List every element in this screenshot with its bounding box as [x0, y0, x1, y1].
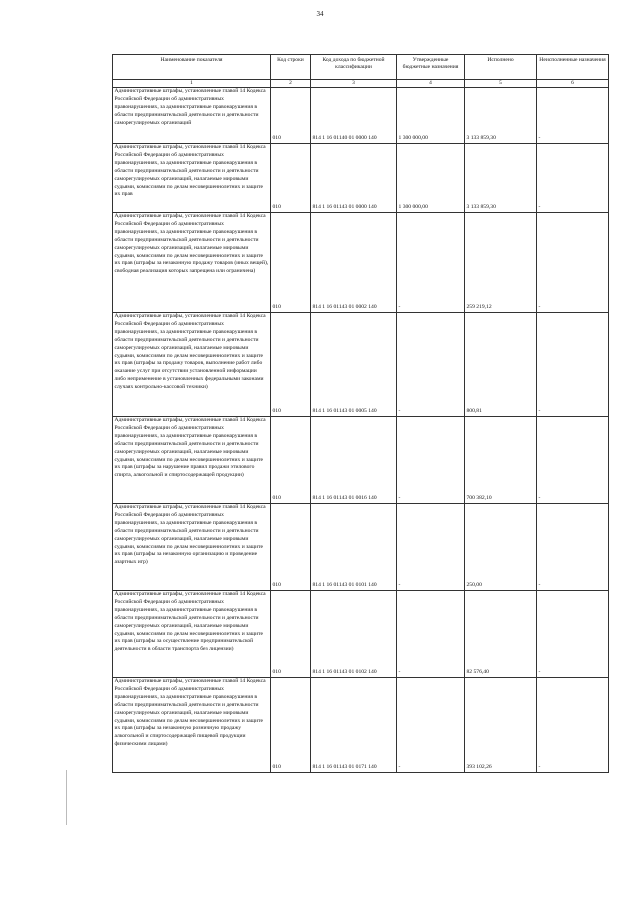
- indicator-name: Административные штрафы, установленные главой 14 Кодекса Российской Федерации об административных правонарушениях, за административные правонарушения в области предпринимательской деятельности и деятельности саморегулируемых организаций, налагаемые мировыми судьями, комиссиями по делам несовершеннолетних и защите их прав (штрафы за незаконную розничную продажу алкогольной и спиртосодержащей пищевой продукции физическими лицами): [113, 678, 271, 773]
- column-number: 3: [311, 80, 397, 88]
- executed-amount: 800,81: [465, 313, 537, 417]
- table-row: [113, 144, 609, 213]
- column-number-row: [113, 80, 609, 88]
- executed-amount: 82 576,40: [465, 591, 537, 678]
- header-executed: Исполнено: [465, 55, 537, 80]
- indicator-name: Административные штрафы, установленные главой 14 Кодекса Российской Федерации об административных правонарушениях, за административные правонарушения в области предпринимательской деятельности и деятельности саморегулируемых организаций, налагаемые мировыми судьями, комиссиями по делам несовершеннолетних и защите их прав (штрафы за незаконную организацию и проведение азартных игр): [113, 504, 271, 591]
- executed-amount: 3 133 859,30: [465, 144, 537, 213]
- approved-amount: -: [397, 313, 465, 417]
- page-number: 34: [316, 10, 324, 18]
- unexecuted-amount: -: [537, 88, 609, 144]
- approved-amount: -: [397, 504, 465, 591]
- unexecuted-amount: -: [537, 591, 609, 678]
- approved-amount: -: [397, 213, 465, 313]
- income-code: 814 1 16 01143 01 0005 140: [311, 313, 397, 417]
- column-number: 5: [465, 80, 537, 88]
- line-code: 010: [271, 213, 311, 313]
- income-code: 814 1 16 01143 01 0102 140: [311, 591, 397, 678]
- income-code: 814 1 16 01143 01 0002 140: [311, 213, 397, 313]
- header-row: [113, 55, 609, 80]
- budget-report-table: [112, 54, 609, 773]
- header-unexecuted: Неисполненные назначения: [537, 55, 609, 80]
- income-code: 814 1 16 01143 01 0101 140: [311, 504, 397, 591]
- table-row: [113, 213, 609, 313]
- column-number: 2: [271, 80, 311, 88]
- header-income-code: Код дохода по бюджетной классификации: [311, 55, 397, 80]
- income-code: 814 1 16 01143 01 0016 140: [311, 417, 397, 504]
- column-number: 4: [397, 80, 465, 88]
- line-code: 010: [271, 504, 311, 591]
- approved-amount: 1 300 000,00: [397, 88, 465, 144]
- scan-margin-line: [66, 770, 67, 825]
- approved-amount: -: [397, 678, 465, 773]
- line-code: 010: [271, 144, 311, 213]
- unexecuted-amount: -: [537, 144, 609, 213]
- table-row: [113, 313, 609, 417]
- unexecuted-amount: -: [537, 213, 609, 313]
- unexecuted-amount: -: [537, 417, 609, 504]
- executed-amount: 259 219,12: [465, 213, 537, 313]
- income-code: 814 1 16 01140 01 0000 140: [311, 88, 397, 144]
- table-row: [113, 504, 609, 591]
- line-code: 010: [271, 678, 311, 773]
- header-line-code: Код строки: [271, 55, 311, 80]
- approved-amount: -: [397, 591, 465, 678]
- column-number: 6: [537, 80, 609, 88]
- indicator-name: Административные штрафы, установленные главой 14 Кодекса Российской Федерации об административных правонарушениях, за административные правонарушения в области предпринимательской деятельности и деятельности саморегулируемых организаций, налагаемые мировыми судьями, комиссиями по делам несовершеннолетних и защите их прав (штрафы за нарушение правил продажи этилового спирта, алкогольной и спиртосодержащей продукции): [113, 417, 271, 504]
- unexecuted-amount: -: [537, 678, 609, 773]
- indicator-name: Административные штрафы, установленные главой 14 Кодекса Российской Федерации об административных правонарушениях, за административные правонарушения в области предпринимательской деятельности и деятельности саморегулируемых организаций, налагаемые мировыми судьями, комиссиями по делам несовершеннолетних и защите их прав (штрафы за продажу товаров, выполнение работ либо оказание услуг при отсутствии установленной информации либо неприменение в установленных федеральными законами случаях контрольно-кассовой техники): [113, 313, 271, 417]
- table-row: [113, 591, 609, 678]
- line-code: 010: [271, 417, 311, 504]
- executed-amount: 3 133 859,30: [465, 88, 537, 144]
- executed-amount: 700 382,10: [465, 417, 537, 504]
- executed-amount: 393 102,26: [465, 678, 537, 773]
- indicator-name: Административные штрафы, установленные главой 14 Кодекса Российской Федерации об административных правонарушениях, за административные правонарушения в области предпринимательской деятельности и деятельности саморегулируемых организаций, налагаемые мировыми судьями, комиссиями по делам несовершеннолетних и защите их прав (штрафы за незаконную продажу товаров (иных вещей), свободная реализация которых запрещена или ограничена): [113, 213, 271, 313]
- header-indicator-name: Наименование показателя: [113, 55, 271, 80]
- header-approved: Утвержденные бюджетные назначения: [397, 55, 465, 80]
- table-row: [113, 88, 609, 144]
- approved-amount: 1 300 000,00: [397, 144, 465, 213]
- executed-amount: 250,00: [465, 504, 537, 591]
- table-row: [113, 678, 609, 773]
- line-code: 010: [271, 313, 311, 417]
- unexecuted-amount: -: [537, 504, 609, 591]
- income-code: 814 1 16 01143 01 0000 140: [311, 144, 397, 213]
- table-row: [113, 417, 609, 504]
- column-number: 1: [113, 80, 271, 88]
- line-code: 010: [271, 591, 311, 678]
- income-code: 814 1 16 01143 01 0171 140: [311, 678, 397, 773]
- indicator-name: Административные штрафы, установленные главой 14 Кодекса Российской Федерации об административных правонарушениях, за административные правонарушения в области предпринимательской деятельности и деятельности саморегулируемых организаций: [113, 88, 271, 144]
- line-code: 010: [271, 88, 311, 144]
- indicator-name: Административные штрафы, установленные главой 14 Кодекса Российской Федерации об административных правонарушениях, за административные правонарушения в области предпринимательской деятельности и деятельности саморегулируемых организаций, налагаемые мировыми судьями, комиссиями по делам несовершеннолетних и защите их прав: [113, 144, 271, 213]
- unexecuted-amount: -: [537, 313, 609, 417]
- indicator-name: Административные штрафы, установленные главой 14 Кодекса Российской Федерации об административных правонарушениях, за административные правонарушения в области предпринимательской деятельности и деятельности саморегулируемых организаций, налагаемые мировыми судьями, комиссиями по делам несовершеннолетних и защите их прав (штрафы за осуществление предпринимательской деятельности в области транспорта без лицензии): [113, 591, 271, 678]
- approved-amount: -: [397, 417, 465, 504]
